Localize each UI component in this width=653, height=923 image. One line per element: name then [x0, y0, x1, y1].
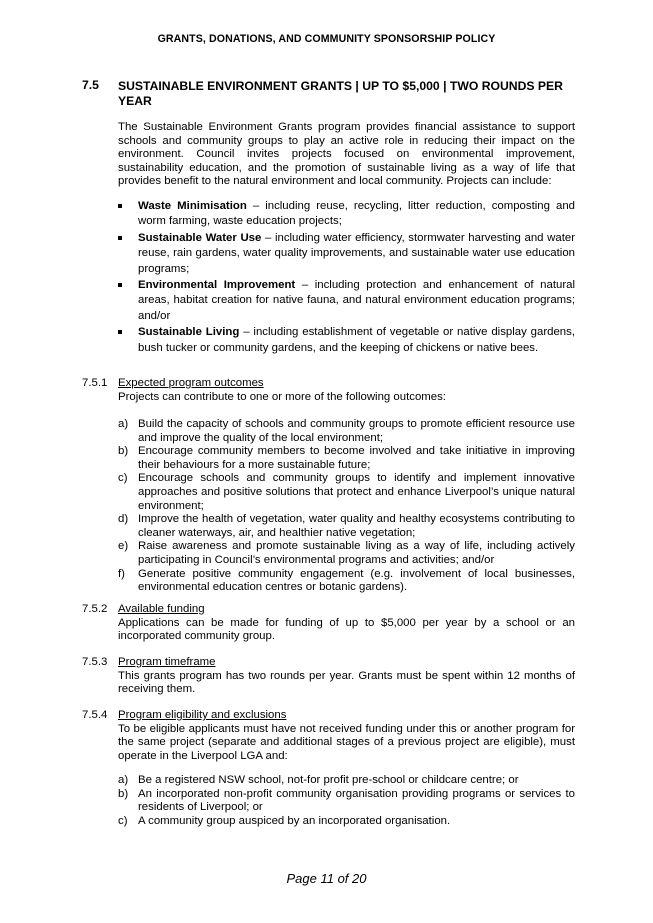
bullet-icon — [118, 204, 122, 208]
subsection-number: 7.5.1 — [82, 377, 108, 389]
project-types-list — [118, 199, 575, 357]
bullet-text: – including water efficiency, stormwater harvesting and water reuse, rain gardens, water quality improvements, and sustainable water use education programs; — [138, 231, 575, 275]
bullet-term: Environmental Improvement — [138, 279, 296, 292]
list-item — [118, 788, 575, 815]
list-item — [118, 199, 575, 230]
bullet-text: – including protection and enhancement of natural areas, habitat creation for native fauna, and natural environment education programs; and/or — [138, 279, 575, 322]
list-item — [118, 513, 575, 540]
item-letter: a) — [118, 418, 129, 430]
item-letter: d) — [118, 513, 129, 526]
bullet-term: Sustainable Living — [138, 326, 240, 339]
subsection-title: Program eligibility and exclusions — [118, 709, 287, 721]
subsection-title: Expected program outcomes — [118, 377, 264, 389]
item-text: An incorporated non-profit community organisation providing programs or services to residents of Liverpool; or — [138, 787, 575, 814]
list-item — [118, 815, 575, 829]
item-letter: b) — [118, 445, 129, 458]
item-text: Raise awareness and promote sustainable living as a way of life, including actively participating in Council’s environmental programs and activities; and/or — [138, 540, 575, 566]
section-title: SUSTAINABLE ENVIRONMENT GRANTS | UP TO $5,000 | TWO ROUNDS PER YEAR — [118, 79, 563, 108]
subsection-body: Applications can be made for funding of up to $5,000 per year by a school or an incorporated community group. — [118, 616, 575, 643]
outcomes-list — [118, 418, 575, 595]
list-item — [118, 231, 575, 277]
list-item — [118, 568, 575, 595]
list-item — [118, 540, 575, 567]
eligibility-list — [118, 774, 575, 828]
list-item — [118, 774, 575, 788]
bullet-icon — [118, 330, 122, 334]
section-number: 7.5 — [82, 78, 99, 92]
list-item — [118, 418, 575, 445]
subsection-body: To be eligible applicants must have not received funding under this or another program for the same project (separate and additional stages of a previous project are eligible), must operate in the Liverpool LGA and: — [118, 722, 575, 762]
subsection-body: Projects can contribute to one or more of the following outcomes: — [118, 390, 446, 403]
subsection-body: This grants program has two rounds per year. Grants must be spent within 12 months of receiving them. — [118, 669, 575, 696]
bullet-icon — [118, 236, 122, 240]
item-text: Build the capacity of schools and community groups to promote efficient resource use and improve the quality of the local environment; — [138, 418, 575, 444]
subsection-title: Program timeframe — [118, 656, 216, 668]
item-letter: a) — [118, 774, 129, 786]
section-intro: The Sustainable Environment Grants program provides financial assistance to support schools and community groups to play an active role in reducing their impact on the environment. Council invites projects focused on environmental improvement, sustainability education, and the promotion of sustainable living as a way of life that provides benefit to the natural environment and local community. Projects can include: — [118, 121, 575, 188]
item-letter: f) — [118, 567, 125, 580]
subsection-number: 7.5.2 — [82, 603, 108, 615]
item-letter: c) — [118, 472, 128, 485]
item-text: Encourage community members to become involved and take initiative in improving their behaviours for a more sustainable future; — [138, 445, 575, 471]
page-number: Page 11 of 20 — [286, 871, 367, 886]
bullet-text: – including establishment of vegetable or native display gardens, bush tucker or community gardens, and the keeping of chickens or native bees. — [138, 326, 575, 354]
list-item — [118, 472, 575, 513]
item-text: Improve the health of vegetation, water quality and healthy ecosystems contributing to cleaner waterways, air, and healthier native vegetation; — [138, 513, 575, 539]
item-letter: c) — [118, 814, 128, 827]
item-text: Encourage schools and community groups to identify and implement innovative approaches and positive solutions that protect and enhance Liverpool’s unique natural environment; — [138, 472, 575, 512]
subsection-title: Available funding — [118, 603, 205, 615]
document-header: GRANTS, DONATIONS, AND COMMUNITY SPONSORSHIP POLICY — [157, 33, 496, 45]
list-item — [118, 445, 575, 472]
bullet-term: Sustainable Water Use — [138, 231, 262, 244]
list-item — [118, 278, 575, 324]
item-letter: b) — [118, 787, 129, 800]
item-text: Be a registered NSW school, not-for profit pre-school or childcare centre; or — [138, 774, 519, 786]
subsection-number: 7.5.4 — [82, 709, 108, 721]
bullet-icon — [118, 283, 122, 287]
item-text: Generate positive community engagement (e.g. involvement of local businesses, environmental education centres or botanic gardens). — [138, 567, 575, 594]
list-item — [118, 325, 575, 356]
bullet-text: – including reuse, recycling, litter reduction, composting and worm farming, waste education projects; — [138, 200, 575, 228]
item-text: A community group auspiced by an incorporated organisation. — [138, 814, 451, 827]
bullet-term: Waste Minimisation — [138, 200, 247, 212]
subsection-number: 7.5.3 — [82, 656, 108, 668]
item-letter: e) — [118, 540, 129, 553]
